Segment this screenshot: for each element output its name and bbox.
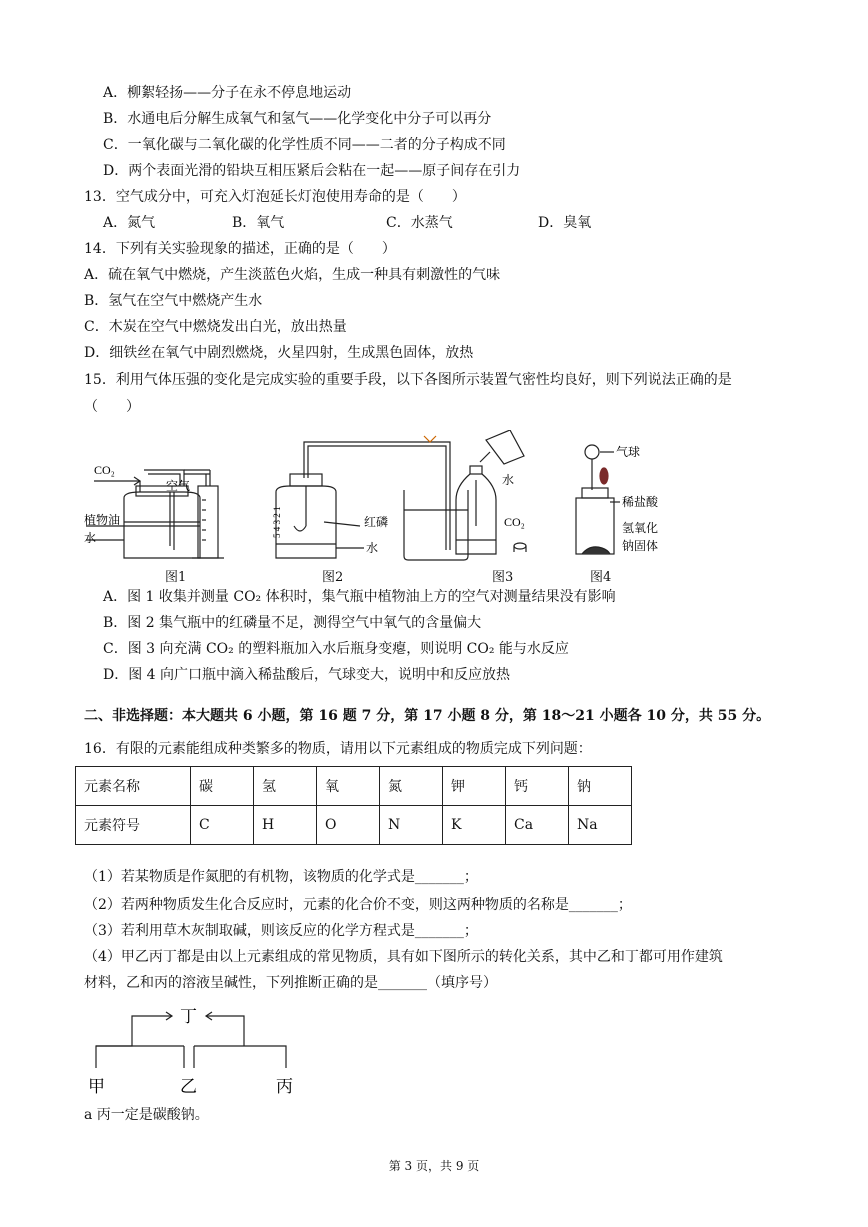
- diagram-node-bing: 丙: [276, 1077, 293, 1097]
- q15-option-b: B．图 2 集气瓶中的红磷量不足，测得空气中氧气的含量偏大: [103, 615, 482, 631]
- q14-option-b: B．氢气在空气中燃烧产生水: [84, 293, 263, 309]
- fig1-oil-label: 植物油: [84, 513, 121, 527]
- q14-option-c: C．木炭在空气中燃烧发出白光，放出热量: [84, 319, 347, 335]
- transformation-diagram: [80, 1002, 320, 1102]
- figure3-plastic-bottle: [456, 430, 526, 554]
- fig3-water-label: 水: [502, 473, 515, 487]
- q13-option-d: D．臭氧: [538, 215, 592, 231]
- fig4-naoh-label-2: 钠固体: [622, 539, 659, 553]
- q15-paren: （ ）: [84, 399, 140, 415]
- table-cell: 钙: [506, 767, 569, 806]
- table-row: [76, 767, 632, 806]
- q13-option-a: A．氮气: [103, 215, 156, 231]
- table-cell: 元素名称: [76, 767, 191, 806]
- q16-stem: 16．有限的元素能组成种类繁多的物质，请用以下元素组成的物质完成下列问题：: [84, 741, 592, 757]
- fig1-co2-label: CO₂: [94, 463, 115, 477]
- table-cell: 氮: [380, 767, 443, 806]
- q13-option-b: B．氧气: [232, 215, 285, 231]
- diagram-node-yi: 乙: [180, 1077, 197, 1097]
- q14-stem: 14．下列有关实验现象的描述，正确的是（ ）: [84, 241, 396, 257]
- q15-apparatus-figures: [84, 430, 684, 565]
- fig2-water-label: 水: [366, 541, 379, 555]
- fig2-scale-label: 5 4 3 2 1: [272, 506, 282, 538]
- table-cell: H: [254, 806, 317, 845]
- figure4-balloon-flask: [576, 445, 620, 554]
- q14-option-a: A．硫在氧气中燃烧，产生淡蓝色火焰，生成一种具有刺激性的气味: [84, 267, 501, 283]
- fig4-hcl-label: 稀盐酸: [622, 495, 659, 509]
- q16-choice-a: a 丙一定是碳酸钠。: [84, 1107, 209, 1123]
- q12-option-d: D．两个表面光滑的铅块互相压紧后会粘在一起——原子间存在引力: [103, 163, 521, 179]
- table-cell: 元素符号: [76, 806, 191, 845]
- table-cell: C: [191, 806, 254, 845]
- table-cell: O: [317, 806, 380, 845]
- q13-stem: 13．空气成分中，可充入灯泡延长灯泡使用寿命的是（ ）: [84, 189, 466, 205]
- page-footer: 第 3 页，共 9 页: [388, 1159, 480, 1173]
- fig4-balloon-label: 气球: [616, 445, 641, 459]
- table-cell: N: [380, 806, 443, 845]
- diagram-node-jia: 甲: [88, 1077, 105, 1097]
- q12-option-a: A．柳絮轻扬——分子在永不停息地运动: [103, 85, 352, 101]
- caption-figure1: 图1: [165, 570, 187, 585]
- caption-figure3: 图3: [492, 570, 514, 585]
- q16-part4-line2: 材料，乙和丙的溶液呈碱性，下列推断正确的是_______（填序号）: [84, 975, 497, 991]
- q15-option-d: D．图 4 向广口瓶中滴入稀盐酸后，气球变大，说明中和反应放热: [103, 667, 511, 683]
- fig1-water-label: 水: [84, 531, 97, 545]
- table-cell: Ca: [506, 806, 569, 845]
- caption-figure4: 图4: [590, 570, 612, 585]
- table-cell: 氢: [254, 767, 317, 806]
- table-cell: Na: [569, 806, 632, 845]
- q14-option-d: D．细铁丝在氧气中剧烈燃烧，火星四射，生成黑色固体，放热: [84, 345, 474, 361]
- fig4-naoh-label-1: 氢氧化: [622, 521, 659, 535]
- table-cell: K: [443, 806, 506, 845]
- fig1-air-label: 空气: [166, 479, 191, 493]
- q16-part4-line1: （4）甲乙丙丁都是由以上元素组成的常见物质，具有如下图所示的转化关系，其中乙和丁都可用作建筑: [84, 949, 723, 965]
- q16-part2: （2）若两种物质发生化合反应时，元素的化合价不变，则这两种物质的名称是_______；: [84, 897, 632, 913]
- caption-figure2: 图2: [322, 570, 344, 585]
- table-cell: 钠: [569, 767, 632, 806]
- section2-heading: 二、非选择题：本大题共 6 小题，第 16 题 7 分，第 17 小题 8 分，第 18～21 小题各 10 分，共 55 分。: [84, 708, 771, 724]
- element-table: [75, 766, 632, 845]
- q13-option-c: C．水蒸气: [386, 215, 453, 231]
- q16-part3: （3）若利用草木灰制取碱，则该反应的化学方程式是_______；: [84, 923, 478, 939]
- q12-option-b: B．水通电后分解生成氧气和氢气——化学变化中分子可以再分: [103, 111, 492, 127]
- q15-option-a: A．图 1 收集并测量 CO₂ 体积时，集气瓶中植物油上方的空气对测量结果没有影响: [103, 589, 616, 605]
- fig2-red-p-label: 红磷: [364, 515, 389, 529]
- table-cell: 碳: [191, 767, 254, 806]
- q15-option-c: C．图 3 向充满 CO₂ 的塑料瓶加入水后瓶身变瘪，则说明 CO₂ 能与水反应: [103, 641, 569, 657]
- q12-option-c: C．一氧化碳与二氧化碳的化学性质不同——二者的分子构成不同: [103, 137, 506, 153]
- q15-stem: 15．利用气体压强的变化是完成实验的重要手段，以下各图所示装置气密性均良好，则下列说法正确的是: [84, 372, 732, 388]
- table-cell: 钾: [443, 767, 506, 806]
- fig3-co2-label: CO₂: [504, 515, 525, 529]
- table-row: [76, 806, 632, 845]
- diagram-node-ding: 丁: [180, 1007, 197, 1027]
- table-cell: 氧: [317, 767, 380, 806]
- q16-part1: （1）若某物质是作氮肥的有机物，该物质的化学式是_______；: [84, 869, 478, 885]
